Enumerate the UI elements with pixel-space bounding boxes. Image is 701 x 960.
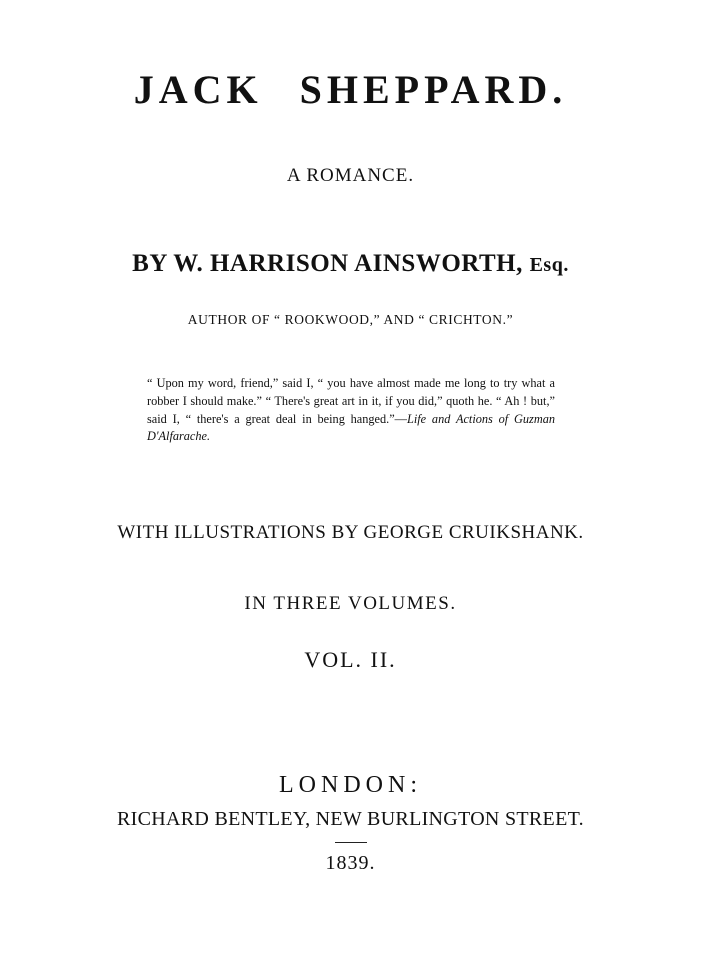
- author-previous-works: AUTHOR OF “ ROOKWOOD,” AND “ CRICHTON.”: [187, 312, 514, 327]
- volume-count: IN THREE VOLUMES.: [244, 593, 457, 614]
- epigraph-text: “ Upon my word, friend,” said I, “ you have almost made me long to try what a robber I should make.” “ There's great art in it, if you did,” quoth he. “ Ah ! but,” said I, “ there's a great deal in being hanged.”—: [147, 376, 555, 426]
- author-byline: [0, 250, 701, 278]
- author-name: BY W. HARRISON AINSWORTH,: [132, 250, 523, 277]
- publisher: RICHARD BENTLEY, NEW BURLINGTON STREET.: [117, 808, 584, 830]
- epigraph-source: Life and Actions of Guzman D'Alfarache.: [147, 411, 555, 444]
- volume-number: VOL. II.: [304, 647, 397, 672]
- publication-year: 1839.: [325, 852, 376, 874]
- epigraph: [147, 375, 555, 446]
- divider-rule: [335, 842, 367, 843]
- book-title: JACK SHEPPARD.: [133, 67, 568, 112]
- illustrations-credit: WITH ILLUSTRATIONS BY GEORGE CRUIKSHANK.: [117, 522, 584, 543]
- book-subtitle: A ROMANCE.: [286, 165, 415, 186]
- publication-city: LONDON:: [279, 772, 422, 798]
- author-title: Esq.: [529, 254, 569, 276]
